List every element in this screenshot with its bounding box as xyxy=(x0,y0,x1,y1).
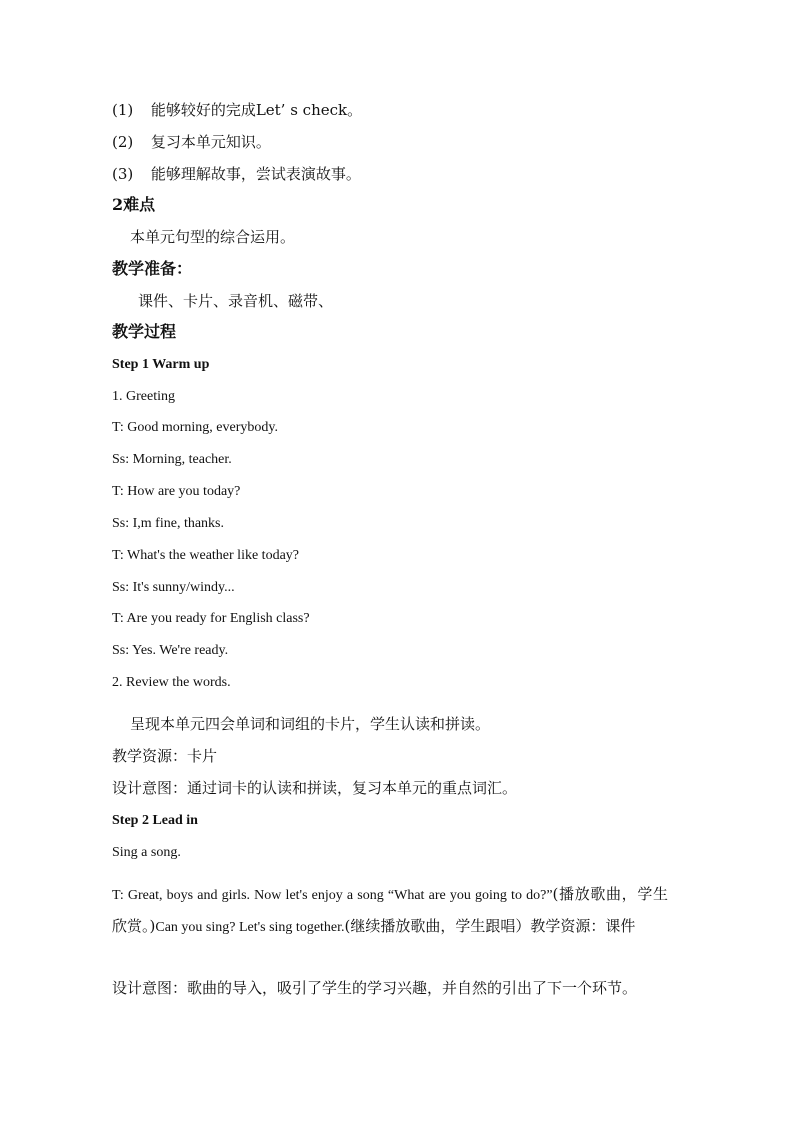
objective-2 xyxy=(112,132,271,152)
step1-review: 2. Review the words. xyxy=(112,675,231,690)
objective-3 xyxy=(112,164,361,184)
difficulty-heading: 2难点 xyxy=(112,195,156,214)
dialogue-line-8: Ss: Yes. We're ready. xyxy=(112,643,229,658)
dialogue-line-6: Ss: It's sunny/windy... xyxy=(112,580,235,595)
step1-intent: 设计意图：通过词卡的认读和拼读，复习本单元的重点词汇。 xyxy=(112,779,518,797)
step2-paragraph-en-2: Can you sing? Let's sing together. xyxy=(155,920,345,935)
dialogue-line-1: T: Good morning, everybody. xyxy=(112,420,278,435)
dialogue-line-3: T: How are you today? xyxy=(112,484,241,499)
step2-heading: Step 2 Lead in xyxy=(112,813,198,828)
step2-paragraph-en-1: T: Great, boys and girls. Now let's enjoy a song “What are you going to do?” xyxy=(112,888,553,903)
objective-1 xyxy=(112,100,362,120)
objective-1-text: 能够较好的完成Let’ s check。 xyxy=(150,101,363,119)
process-heading: 教学过程 xyxy=(112,322,177,341)
step2-paragraph-cn-2: (继续播放歌曲，学生跟唱）教学资源：课件 xyxy=(344,917,636,935)
step2-paragraph xyxy=(112,879,668,943)
step2-intent: 设计意图：歌曲的导入，吸引了学生的学习兴趣，并自然的引出了下一个环节。 xyxy=(112,979,638,997)
objective-3-number: (3) xyxy=(112,165,134,183)
step1-resource: 教学资源：卡片 xyxy=(112,747,218,765)
objective-3-text: 能够理解故事，尝试表演故事。 xyxy=(150,165,361,183)
dialogue-line-4: Ss: I,m fine, thanks. xyxy=(112,516,224,531)
objective-2-text: 复习本单元知识。 xyxy=(150,133,271,151)
step2-sing: Sing a song. xyxy=(112,845,181,860)
objective-2-number: (2) xyxy=(112,133,134,151)
preparation-text: 课件、卡片、录音机、磁带、 xyxy=(138,292,334,310)
dialogue-line-2: Ss: Morning, teacher. xyxy=(112,452,232,467)
step2-paragraph-cn-1: (播放歌曲，学生欣赏。) xyxy=(112,885,668,935)
objective-1-number: (1) xyxy=(112,101,134,119)
dialogue-line-5: T: What's the weather like today? xyxy=(112,548,299,563)
preparation-heading: 教学准备： xyxy=(112,259,193,278)
step1-activity: 呈现本单元四会单词和词组的卡片，学生认读和拼读。 xyxy=(130,715,491,733)
step1-heading: Step 1 Warm up xyxy=(112,357,210,372)
dialogue-line-7: T: Are you ready for English class? xyxy=(112,611,310,626)
step1-greeting: 1. Greeting xyxy=(112,389,175,404)
difficulty-text: 本单元句型的综合运用。 xyxy=(130,228,296,246)
